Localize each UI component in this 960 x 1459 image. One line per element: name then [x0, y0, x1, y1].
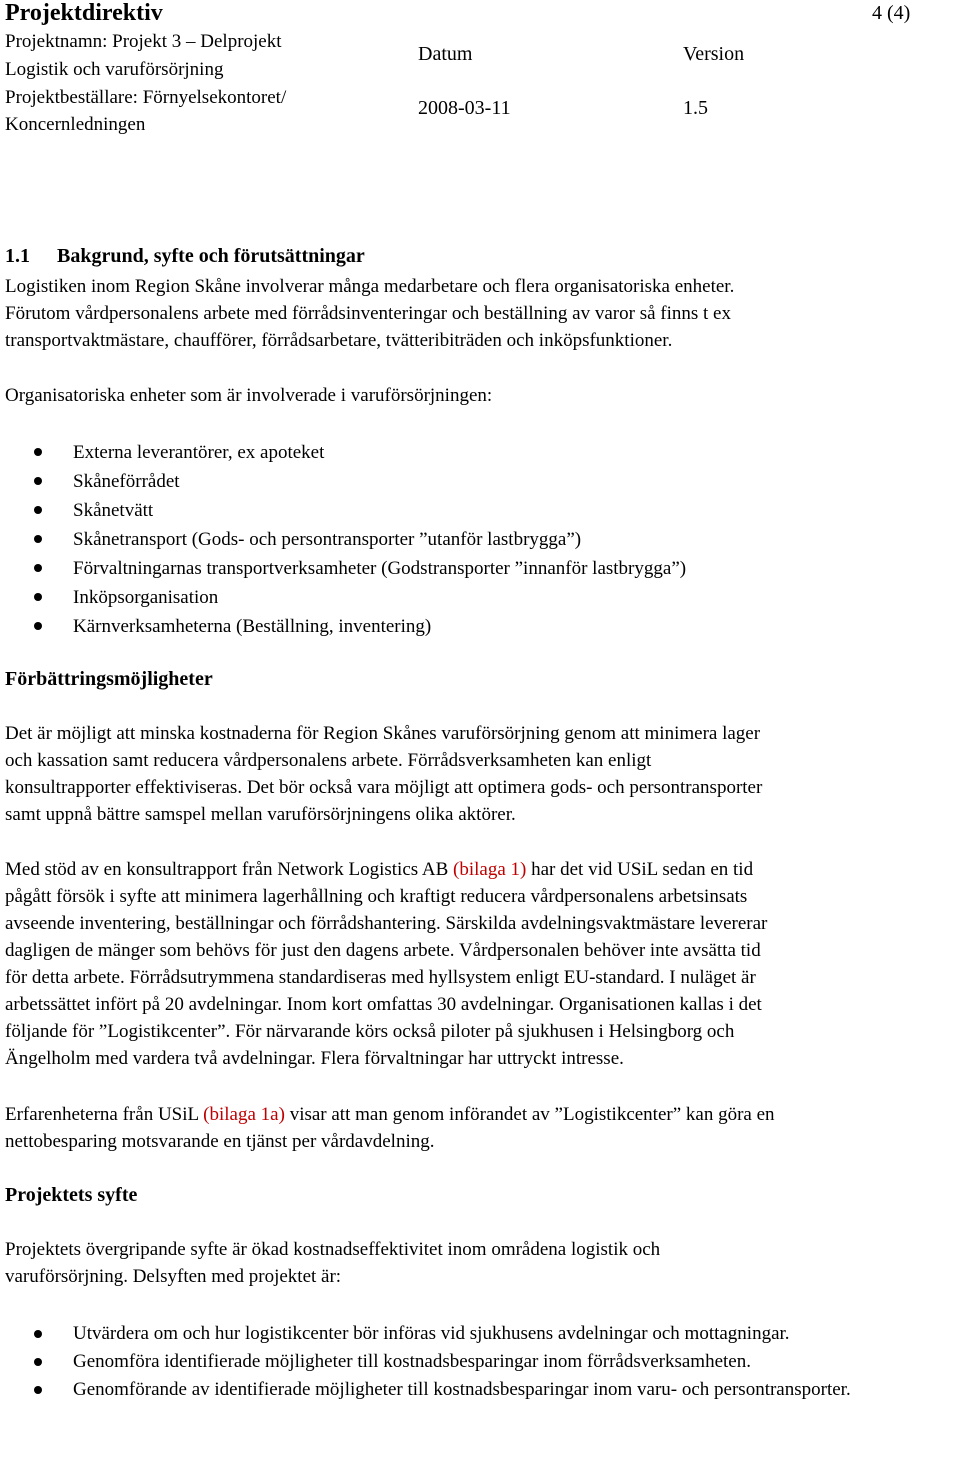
list-item: Kärnverksamheterna (Beställning, inventering) — [0, 612, 950, 641]
version-value: 1.5 — [683, 97, 708, 119]
text-line: varuförsörjning. Delsyften med projektet är: — [5, 1266, 342, 1287]
text-line: arbetssättet infört på 20 avdelningar. Inom kort omfattas 30 avdelningar. Organisationen kallas i det — [5, 994, 762, 1015]
list-item: Skånetvätt — [0, 496, 950, 525]
bullet-icon — [34, 1358, 42, 1366]
improvements-paragraph — [5, 720, 960, 828]
purpose-heading: Projektets syfte — [5, 1184, 138, 1206]
appendix-link-bilaga-1a[interactable]: (bilaga 1a) — [203, 1104, 285, 1125]
list-item: Genomförande av identifierade möjligheter till kostnadsbesparingar inom varu- och persontransporter. — [0, 1376, 903, 1404]
bullet-icon — [34, 477, 42, 485]
org-units-list — [0, 438, 950, 641]
consultant-report-paragraph — [5, 856, 960, 1072]
list-item: Utvärdera om och hur logistikcenter bör införas vid sjukhusens avdelningar och mottagningar. — [0, 1320, 873, 1348]
text-line: Ängelholm med vardera två avdelningar. Flera förvaltningar har uttryckt intresse. — [5, 1048, 624, 1069]
date-value: 2008-03-11 — [418, 97, 511, 119]
page-number: 4 (4) — [872, 2, 911, 24]
version-label: Version — [683, 43, 745, 65]
org-units-intro: Organisatoriska enheter som är involverade i varuförsörjningen: — [5, 385, 493, 406]
project-unit: Koncernledningen — [5, 114, 146, 135]
bullet-icon — [34, 1386, 42, 1394]
text-line: Förutom vårdpersonalens arbete med förrådsinventeringar och beställning av varor så finns t ex — [5, 303, 731, 324]
list-item: Externa leverantörer, ex apoteket — [0, 438, 950, 467]
experience-paragraph — [5, 1101, 960, 1155]
text-line: för detta arbete. Förrådsutrymmena standardiseras med hyllsystem enligt EU-standard. I nuläget är — [5, 967, 756, 988]
bullet-icon — [34, 1330, 42, 1338]
text-line: transportvaktmästare, chaufförer, förrådsarbetare, tvätteribiträden och inköpsfunktioner. — [5, 330, 673, 351]
bullet-icon — [34, 448, 42, 456]
date-label: Datum — [418, 43, 473, 65]
project-owner: Projektbeställare: Förnyelsekontoret/ — [5, 87, 287, 108]
document-title: Projektdirektiv — [5, 0, 163, 26]
bullet-icon — [34, 622, 42, 630]
list-item: Skåneförrådet — [0, 467, 950, 496]
project-subtitle: Logistik och varuförsörjning — [5, 59, 224, 80]
text-line: Det är möjligt att minska kostnaderna för Region Skånes varuförsörjning genom att minimera lager — [5, 723, 761, 744]
text-line: pågått försök i syfte att minimera lagerhållning och kraftigt reducera vårdpersonalens arbetsinsats — [5, 886, 748, 907]
improvements-heading: Förbättringsmöjligheter — [5, 668, 213, 690]
section-title: Bakgrund, syfte och förutsättningar — [57, 245, 365, 267]
text-line: Erfarenheterna från USiL (bilaga 1a) visar att man genom införandet av ”Logistikcenter” kan göra en — [5, 1104, 775, 1125]
list-item: Inköpsorganisation — [0, 583, 950, 612]
bullet-icon — [34, 506, 42, 514]
text-line: dagligen de mänger som behövs för just den dagens arbete. Vårdpersonalen behöver inte avsätta tid — [5, 940, 761, 961]
project-name: Projektnamn: Projekt 3 – Delprojekt — [5, 31, 282, 52]
purpose-goals-list — [0, 1320, 950, 1404]
text-line: Projektets övergripande syfte är ökad kostnadseffektivitet inom områdena logistik och — [5, 1239, 661, 1260]
text-line: konsultrapporter effektiviseras. Det bör också vara möjligt att optimera gods- och persontransporter — [5, 777, 763, 798]
text-line: Med stöd av en konsultrapport från Network Logistics AB (bilaga 1) har det vid USiL sedan en tid — [5, 859, 754, 880]
text-line: och kassation samt reducera vårdpersonalens arbete. Förrådsverksamheten kan enligt — [5, 750, 652, 771]
purpose-paragraph — [5, 1236, 960, 1290]
section-number: 1.1 — [5, 245, 30, 267]
text-line: nettobesparing motsvarande en tjänst per vårdavdelning. — [5, 1131, 435, 1152]
appendix-link-bilaga-1[interactable]: (bilaga 1) — [453, 859, 527, 880]
section-heading — [5, 243, 365, 270]
text-line: samt uppnå bättre samspel mellan varuförsörjningens olika aktörer. — [5, 804, 516, 825]
list-item: Genomföra identifierade möjligheter till kostnadsbesparingar inom förrådsverksamheten. — [0, 1348, 960, 1376]
bullet-icon — [34, 564, 42, 572]
bullet-icon — [34, 593, 42, 601]
list-item: Skånetransport (Gods- och persontransporter ”utanför lastbrygga”) — [0, 525, 950, 554]
text-line: avseende inventering, beställningar och förrådshantering. Särskilda avdelningsvaktmästare levererar — [5, 913, 768, 934]
background-paragraph — [5, 273, 960, 354]
bullet-icon — [34, 535, 42, 543]
text-line: Logistiken inom Region Skåne involverar många medarbetare och flera organisatoriska enheter. — [5, 276, 735, 297]
list-item: Förvaltningarnas transportverksamheter (Godstransporter ”innanför lastbrygga”) — [0, 554, 950, 583]
text-line: följande för ”Logistikcenter”. För närvarande körs också piloter på sjukhusen i Helsingborg och — [5, 1021, 735, 1042]
